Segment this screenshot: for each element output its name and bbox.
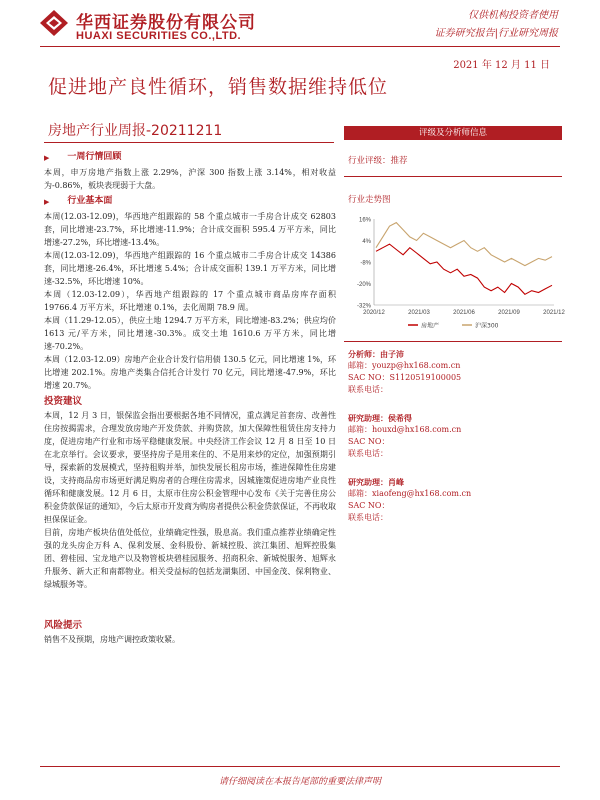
- company-logo-icon: [40, 10, 68, 36]
- fundamentals-paragraph: 本周(12.03-12.09)，华西地产组跟踪的 16 个重点城市二手房合计成交 14386 套，同比增速-26.4%，环比增速 5.4%；合计成交面积 139.1 万平方米，同比增速-32.5%，环比增速 10%。: [44, 251, 336, 286]
- report-date: 2021 年 12 月 11 日: [453, 60, 550, 71]
- series-line: [376, 223, 552, 266]
- analyst-email[interactable]: 邮箱：youzp@hx168.com.cn: [348, 361, 461, 370]
- x-tick-label: 2021/03: [408, 310, 430, 316]
- legend-label: 房地产: [421, 322, 440, 330]
- analyst-card: [344, 476, 562, 524]
- advice-paragraph: 本周，12 月 3 日，银保监会指出要根据各地不同情况，重点满足首套房、改善性住房按揭需求，合理发放房地产开发贷款、并购贷款，加大保障性租赁住房支持力度，促进房地产行业和市场平稳健康发展。中央经济工作会议 12 月 8 日至 10 日在北京举行。会议要求，要坚持房子是用来住的、不是用来炒的定位，加强预期引导，探索新的发展模式，坚持租购并举，加快发展长租房市场，推进保障性住房建设，支持商品房市场更好满足购房者的合理住房需求，因城施策促进房地产业良性循环和健康发展。12 月 6 日，太原市住房公积金管理中心发布《关于完善住房公积金贷款保证的通知》，今后太原市开发商为购房者提供公积金贷款保证，不再收取担保保证金。: [44, 411, 336, 524]
- y-tick-label: 16%: [358, 217, 371, 224]
- analyst-name: 分析师：由子沛: [348, 349, 404, 359]
- x-tick-label: 2021/09: [498, 310, 520, 316]
- footer-divider: [40, 766, 560, 767]
- bullet-icon: ▶: [44, 197, 50, 206]
- y-tick-label: -20%: [356, 282, 371, 288]
- header-divider: [40, 46, 560, 47]
- report-type: 证券研究报告|行业研究周报: [434, 28, 558, 39]
- trend-title: 行业走势图: [348, 195, 391, 205]
- analyst-email[interactable]: 邮箱：houxd@hx168.com.cn: [348, 425, 462, 434]
- analyst-name: 研究助理：肖峰: [348, 477, 404, 487]
- fundamentals-paragraph: 本周（11.29-12.05），供应土地 1294.7 万平方米，同比增速-83.2%；供应均价 1613 元/平方米，同比增速-30.3%。成交土地 1610.6 万平方米，同比增速-70.2%。: [44, 316, 336, 351]
- y-tick-label: 4%: [362, 239, 371, 245]
- legend-label: 沪深300: [475, 322, 499, 330]
- fundamentals-paragraph: 本周(12.03-12.09)，华西地产组跟踪的 58 个重点城市一手房合计成交 62803 套，同比增速-23.7%，环比增速-11.9%；合计成交面积 595.4 万平方米，同比增速-27.2%，环比增速-13.4%。: [44, 212, 336, 247]
- analyst-card: [344, 412, 562, 460]
- analyst-card: [344, 348, 562, 396]
- subtitle-divider: [44, 142, 334, 143]
- sidebar-divider: [344, 341, 562, 342]
- analyst-sac: SAC NO：: [348, 437, 390, 446]
- section-heading: ▶ 一周行情回顾: [44, 152, 122, 162]
- section-heading: ▶ 行业基本面: [44, 196, 113, 206]
- review-paragraph: 本周，申万房地产指数上涨 2.29%，沪深 300 指数上涨 3.14%，相对收益为-0.86%，板块表现弱于大盘。: [44, 168, 336, 190]
- page-title: 促进地产良性循环，销售数据维持低位: [48, 76, 389, 98]
- report-subtitle: 房地产行业周报-20211211: [48, 123, 223, 139]
- audience-note: 仅供机构投资者使用: [468, 10, 558, 21]
- y-tick-label: -8%: [360, 260, 371, 267]
- analyst-phone: 联系电话：: [348, 513, 388, 522]
- analyst-sac: SAC NO：S1120519100005: [348, 373, 462, 382]
- sidebar-bar: 评级及分析师信息: [344, 126, 562, 140]
- analyst-email[interactable]: 邮箱：xiaofeng@hx168.com.cn: [348, 489, 472, 498]
- sidebar-divider: [344, 176, 562, 177]
- fundamentals-paragraph: 本周（12.03-12.09）房地产企业合计发行信用债 130.5 亿元，同比增速 1%，环比增速 202.1%。房地产类集合信托合计发行 70 亿元，同比增速-47.9%，环比增速 20.7%。: [44, 355, 336, 390]
- analyst-sac: SAC NO：: [348, 501, 390, 510]
- main-content: [44, 148, 336, 646]
- risk-paragraph: 销售不及预期，房地产调控政策收紧。: [44, 635, 180, 644]
- analyst-phone: 联系电话：: [348, 449, 388, 458]
- sidebar: [344, 126, 565, 524]
- company-name-cn: 华西证券股份有限公司: [76, 13, 256, 33]
- industry-trend-chart: [344, 213, 565, 335]
- series-line: [376, 244, 552, 294]
- section-heading: 投资建议: [44, 396, 83, 407]
- page-header: [0, 0, 600, 48]
- section-heading: 风险提示: [44, 620, 83, 631]
- analyst-name: 研究助理：侯希得: [348, 413, 412, 423]
- legal-notice: 请仔细阅读在本报告尾部的重要法律声明: [218, 777, 381, 787]
- x-tick-label: 2020/12: [363, 310, 385, 316]
- bullet-icon: ▶: [44, 153, 50, 162]
- x-tick-label: 2021/12: [543, 310, 565, 316]
- analyst-phone: 联系电话：: [348, 385, 388, 394]
- x-tick-label: 2021/06: [453, 310, 475, 316]
- industry-rating: 行业评级：推荐: [348, 156, 408, 166]
- fundamentals-paragraph: 本周（12.03-12.09），华西地产组跟踪的 17 个重点城市商品房库存面积 19766.4 万平方米，环比增速 0.1%，去化周期 78.9 周。: [44, 290, 336, 312]
- y-tick-label: -32%: [356, 303, 371, 310]
- company-name-en: HUAXI SECURITIES CO.,LTD.: [76, 30, 242, 42]
- advice-paragraph: 目前，房地产板块估值处低位，业绩确定性强，股息高。我们重点推荐业绩确定性强的龙头房企万科 A、保利发展、金科股份、新城控股、滨江集团、旭辉控股集团、碧桂园、宝龙地产以及物管板块碧桂园服务、招商积余、新城悦服务、旭辉永升服务、新大正和南都物业。相关受益标的包括龙湖集团、中国金茂、保利物业、绿城服务等。: [44, 528, 336, 589]
